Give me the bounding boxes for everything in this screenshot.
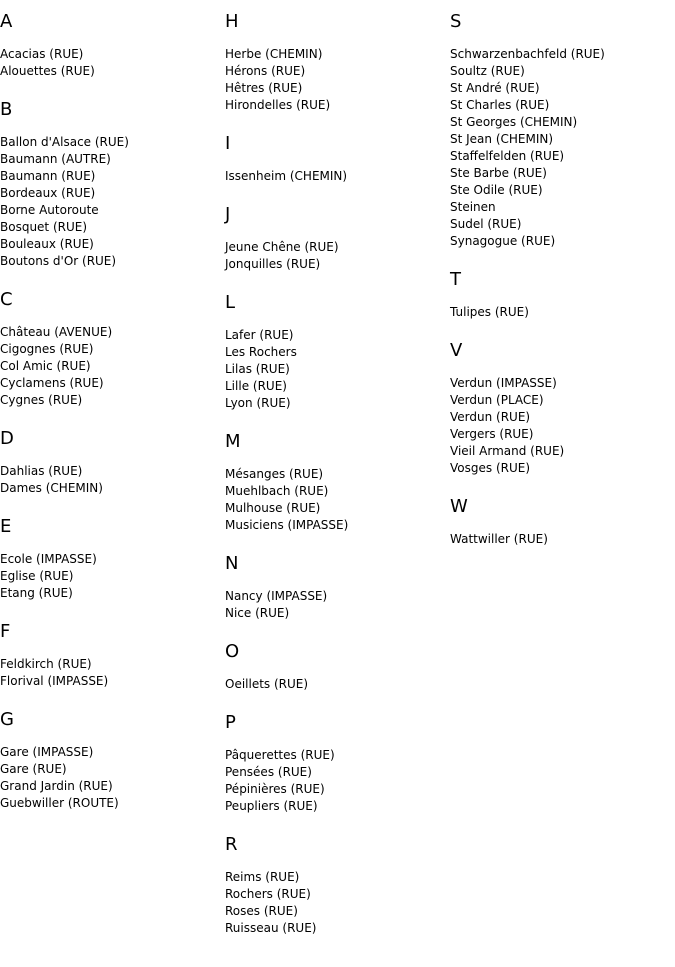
- street-link-baumann-autre[interactable]: Baumann (AUTRE): [0, 152, 111, 166]
- street-link-eglise-rue[interactable]: Eglise (RUE): [0, 569, 74, 583]
- street-link-verdun-place[interactable]: Verdun (PLACE): [450, 393, 544, 407]
- letter-section-s: [450, 11, 675, 250]
- letter-heading: C: [0, 289, 13, 310]
- letter-section-g: [0, 709, 225, 812]
- street-link-vergers-rue[interactable]: Vergers (RUE): [450, 427, 534, 441]
- street-link-rochers-rue[interactable]: Rochers (RUE): [225, 887, 311, 901]
- street-link-florival-impasse[interactable]: Florival (IMPASSE): [0, 674, 109, 688]
- street-link-vosges-rue[interactable]: Vosges (RUE): [450, 461, 531, 475]
- street-link-steinen[interactable]: Steinen: [450, 200, 496, 214]
- street-link-grand-jardin-rue[interactable]: Grand Jardin (RUE): [0, 779, 113, 793]
- letter-section-i: [225, 133, 450, 185]
- letter-section-f: [0, 621, 225, 690]
- street-link-lyon-rue[interactable]: Lyon (RUE): [225, 396, 291, 410]
- letter-heading: M: [225, 431, 241, 452]
- street-link-oeillets-rue[interactable]: Oeillets (RUE): [225, 677, 309, 691]
- street-link-les-rochers[interactable]: Les Rochers: [225, 345, 297, 359]
- street-link-wattwiller-rue[interactable]: Wattwiller (RUE): [450, 532, 548, 546]
- letter-section-h: [225, 11, 450, 114]
- street-link-guebwiller-route[interactable]: Guebwiller (ROUTE): [0, 796, 119, 810]
- index-column-2: [225, 11, 450, 956]
- letter-heading: S: [450, 11, 462, 32]
- letter-heading: I: [225, 133, 231, 154]
- street-link-jeune-chene-rue[interactable]: Jeune Chêne (RUE): [225, 240, 339, 254]
- letter-heading: F: [0, 621, 11, 642]
- street-link-hetres-rue[interactable]: Hêtres (RUE): [225, 81, 303, 95]
- street-link-lille-rue[interactable]: Lille (RUE): [225, 379, 287, 393]
- index-column-1: [0, 11, 225, 831]
- street-link-issenheim-chemin[interactable]: Issenheim (CHEMIN): [225, 169, 348, 183]
- letter-heading: P: [225, 712, 236, 733]
- street-link-gare-impasse[interactable]: Gare (IMPASSE): [0, 745, 94, 759]
- street-link-ste-odile-rue[interactable]: Ste Odile (RUE): [450, 183, 543, 197]
- index-column-3: [450, 11, 675, 567]
- letter-heading: R: [225, 834, 238, 855]
- street-link-st-andre-rue[interactable]: St André (RUE): [450, 81, 540, 95]
- letter-heading: T: [450, 269, 461, 290]
- letter-heading: N: [225, 553, 239, 574]
- street-link-st-charles-rue[interactable]: St Charles (RUE): [450, 98, 550, 112]
- street-link-roses-rue[interactable]: Roses (RUE): [225, 904, 298, 918]
- letter-section-a: [0, 11, 225, 80]
- street-link-mulhouse-rue[interactable]: Mulhouse (RUE): [225, 501, 321, 515]
- letter-heading: G: [0, 709, 14, 730]
- letter-heading: E: [0, 516, 12, 537]
- letter-section-j: [225, 204, 450, 273]
- letter-section-l: [225, 292, 450, 412]
- street-link-ballon-d-alsace-rue[interactable]: Ballon d'Alsace (RUE): [0, 135, 129, 149]
- street-link-peupliers-rue[interactable]: Peupliers (RUE): [225, 799, 318, 813]
- street-link-soultz-rue[interactable]: Soultz (RUE): [450, 64, 525, 78]
- letter-section-p: [225, 712, 450, 815]
- street-link-tulipes-rue[interactable]: Tulipes (RUE): [450, 305, 529, 319]
- letter-heading: V: [450, 340, 463, 361]
- street-link-reims-rue[interactable]: Reims (RUE): [225, 870, 300, 884]
- street-link-synagogue-rue[interactable]: Synagogue (RUE): [450, 234, 556, 248]
- letter-heading: H: [225, 11, 239, 32]
- letter-section-r: [225, 834, 450, 937]
- street-link-nancy-impasse[interactable]: Nancy (IMPASSE): [225, 589, 328, 603]
- letter-section-m: [225, 431, 450, 534]
- street-link-boutons-d-or-rue[interactable]: Boutons d'Or (RUE): [0, 254, 117, 268]
- street-link-bordeaux-rue[interactable]: Bordeaux (RUE): [0, 186, 96, 200]
- letter-section-o: [225, 641, 450, 693]
- letter-heading: J: [225, 204, 231, 225]
- street-link-musiciens-impasse[interactable]: Musiciens (IMPASSE): [225, 518, 349, 532]
- letter-heading: D: [0, 428, 14, 449]
- street-link-cygnes-rue[interactable]: Cygnes (RUE): [0, 393, 83, 407]
- street-link-chateau-avenue[interactable]: Château (AVENUE): [0, 325, 113, 339]
- street-link-baumann-rue[interactable]: Baumann (RUE): [0, 169, 96, 183]
- street-link-verdun-rue[interactable]: Verdun (RUE): [450, 410, 531, 424]
- street-link-herbe-chemin[interactable]: Herbe (CHEMIN): [225, 47, 323, 61]
- letter-section-v: [450, 340, 675, 477]
- letter-heading: A: [0, 11, 13, 32]
- street-link-jonquilles-rue[interactable]: Jonquilles (RUE): [225, 257, 321, 271]
- letter-section-d: [0, 428, 225, 497]
- letter-section-e: [0, 516, 225, 602]
- street-link-ecole-impasse[interactable]: Ecole (IMPASSE): [0, 552, 97, 566]
- letter-section-t: [450, 269, 675, 321]
- street-link-vieil-armand-rue[interactable]: Vieil Armand (RUE): [450, 444, 565, 458]
- letter-heading: W: [450, 496, 468, 517]
- street-link-etang-rue[interactable]: Etang (RUE): [0, 586, 73, 600]
- street-link-herons-rue[interactable]: Hérons (RUE): [225, 64, 306, 78]
- street-link-staffelfelden-rue[interactable]: Staffelfelden (RUE): [450, 149, 565, 163]
- street-link-dames-chemin[interactable]: Dames (CHEMIN): [0, 481, 103, 495]
- street-link-paquerettes-rue[interactable]: Pâquerettes (RUE): [225, 748, 335, 762]
- letter-heading: L: [225, 292, 236, 313]
- street-link-pensees-rue[interactable]: Pensées (RUE): [225, 765, 312, 779]
- street-link-sudel-rue[interactable]: Sudel (RUE): [450, 217, 522, 231]
- street-link-lafer-rue[interactable]: Lafer (RUE): [225, 328, 294, 342]
- letter-section-n: [225, 553, 450, 622]
- street-link-schwarzenbachfeld-rue[interactable]: Schwarzenbachfeld (RUE): [450, 47, 605, 61]
- letter-section-b: [0, 99, 225, 270]
- street-link-muehlbach-rue[interactable]: Muehlbach (RUE): [225, 484, 329, 498]
- street-link-cigognes-rue[interactable]: Cigognes (RUE): [0, 342, 94, 356]
- street-link-st-jean-chemin[interactable]: St Jean (CHEMIN): [450, 132, 554, 146]
- street-link-hirondelles-rue[interactable]: Hirondelles (RUE): [225, 98, 331, 112]
- street-link-ruisseau-rue[interactable]: Ruisseau (RUE): [225, 921, 317, 935]
- letter-heading: O: [225, 641, 240, 662]
- street-link-feldkirch-rue[interactable]: Feldkirch (RUE): [0, 657, 92, 671]
- street-link-borne-autoroute[interactable]: Borne Autoroute: [0, 203, 99, 217]
- street-link-bosquet-rue[interactable]: Bosquet (RUE): [0, 220, 88, 234]
- letter-heading: B: [0, 99, 13, 120]
- street-link-gare-rue[interactable]: Gare (RUE): [0, 762, 67, 776]
- street-link-acacias-rue[interactable]: Acacias (RUE): [0, 47, 84, 61]
- street-link-cyclamens-rue[interactable]: Cyclamens (RUE): [0, 376, 104, 390]
- street-link-verdun-impasse[interactable]: Verdun (IMPASSE): [450, 376, 557, 390]
- street-link-col-amic-rue[interactable]: Col Amic (RUE): [0, 359, 91, 373]
- street-link-mesanges-rue[interactable]: Mésanges (RUE): [225, 467, 324, 481]
- street-link-alouettes-rue[interactable]: Alouettes (RUE): [0, 64, 95, 78]
- street-link-ste-barbe-rue[interactable]: Ste Barbe (RUE): [450, 166, 547, 180]
- street-link-lilas-rue[interactable]: Lilas (RUE): [225, 362, 290, 376]
- letter-section-w: [450, 496, 675, 548]
- street-link-bouleaux-rue[interactable]: Bouleaux (RUE): [0, 237, 94, 251]
- street-link-pepinieres-rue[interactable]: Pépinières (RUE): [225, 782, 325, 796]
- letter-section-c: [0, 289, 225, 409]
- street-link-dahlias-rue[interactable]: Dahlias (RUE): [0, 464, 83, 478]
- street-link-st-georges-chemin[interactable]: St Georges (CHEMIN): [450, 115, 578, 129]
- street-link-nice-rue[interactable]: Nice (RUE): [225, 606, 290, 620]
